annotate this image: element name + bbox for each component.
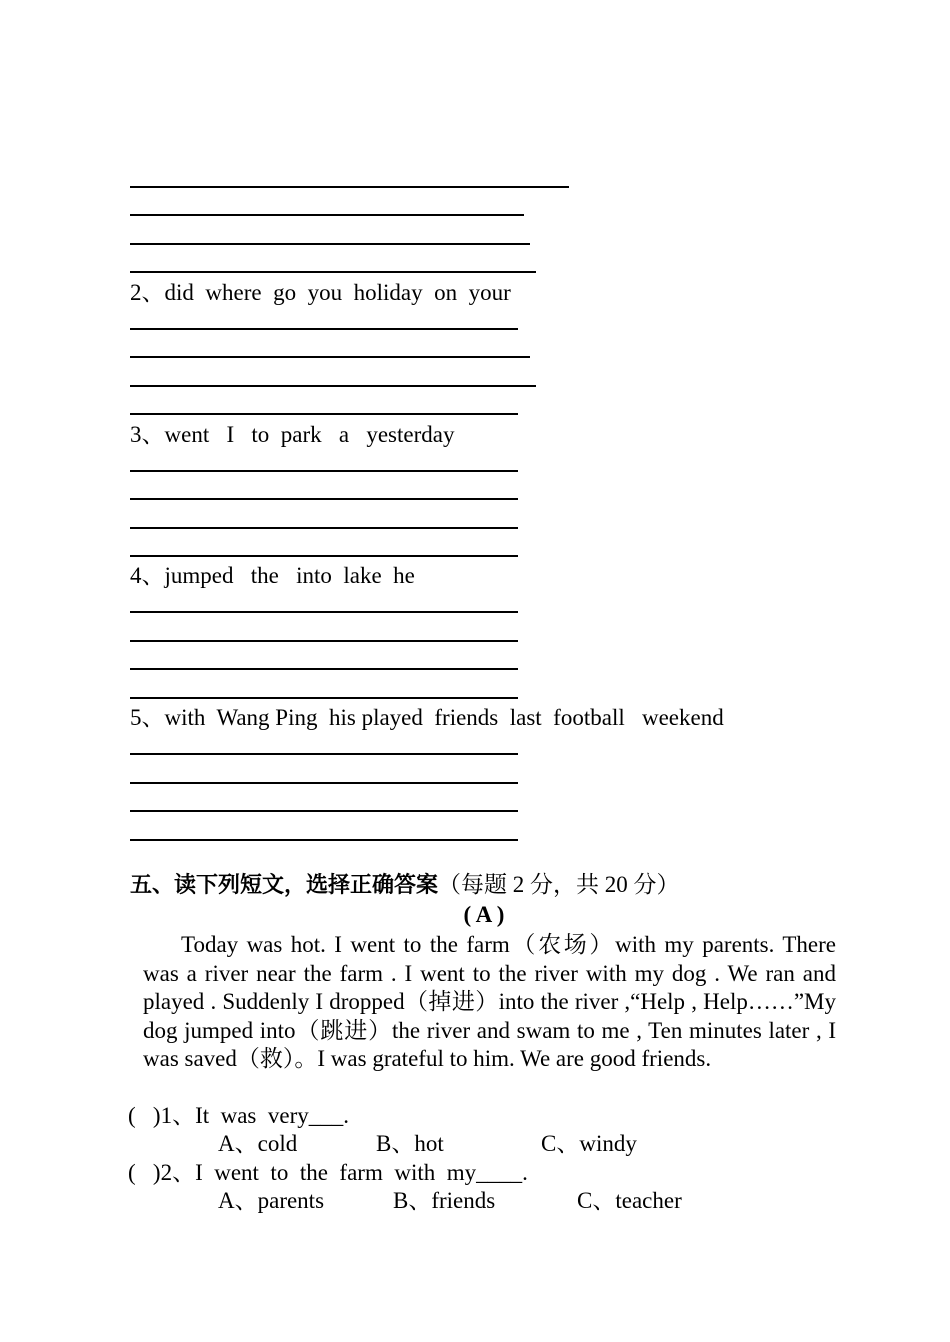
answer-line[interactable] bbox=[130, 470, 518, 472]
answer-line[interactable] bbox=[130, 697, 518, 699]
answer-line[interactable] bbox=[130, 668, 518, 670]
answer-line[interactable] bbox=[130, 328, 518, 330]
question-stem: ( )2、I went to the farm with my____. bbox=[128, 1160, 528, 1185]
option-b[interactable]: B、hot bbox=[376, 1131, 444, 1156]
answer-line[interactable] bbox=[130, 186, 569, 188]
answer-line[interactable] bbox=[130, 782, 518, 784]
reading-passage: Today was hot. I went to the farm（农场）with my parents. There was a river near the farm . I went to the river with my dog . We ran and played . Suddenly I dropped（掉进）into the river ,“Help , Help……”My dog jumped into（跳进）the river and swam to me , Ten minutes later , I was saved（救）。I was grateful to him. We are good friends. bbox=[143, 932, 836, 1072]
option-c[interactable]: C、teacher bbox=[577, 1188, 682, 1213]
option-a[interactable]: A、cold bbox=[218, 1131, 298, 1156]
option-a[interactable]: A、parents bbox=[218, 1188, 325, 1213]
option-b[interactable]: B、friends bbox=[393, 1188, 496, 1213]
passage-label: ( A ) bbox=[463, 902, 505, 927]
answer-line[interactable] bbox=[130, 527, 518, 529]
question-2: 2、did where go you holiday on your bbox=[130, 280, 511, 305]
question-3: 3、went I to park a yesterday bbox=[130, 422, 455, 447]
answer-line[interactable] bbox=[130, 640, 518, 642]
answer-line[interactable] bbox=[130, 413, 518, 415]
answer-line[interactable] bbox=[130, 214, 524, 216]
question-stem: ( )1、It was very___. bbox=[128, 1103, 350, 1128]
answer-line[interactable] bbox=[130, 271, 536, 273]
answer-line[interactable] bbox=[130, 243, 530, 245]
section-title: 五、读下列短文，选择正确答案 bbox=[130, 873, 439, 898]
answer-line[interactable] bbox=[130, 555, 518, 557]
section-heading bbox=[130, 871, 680, 900]
question-5: 5、with Wang Ping his played friends last football weekend bbox=[130, 705, 724, 730]
answer-line[interactable] bbox=[130, 611, 518, 613]
answer-line[interactable] bbox=[130, 839, 518, 841]
answer-line[interactable] bbox=[130, 498, 518, 500]
question-4: 4、jumped the into lake he bbox=[130, 563, 415, 588]
answer-line[interactable] bbox=[130, 385, 536, 387]
option-c[interactable]: C、windy bbox=[541, 1131, 637, 1156]
answer-line[interactable] bbox=[130, 810, 518, 812]
answer-line[interactable] bbox=[130, 753, 518, 755]
answer-line[interactable] bbox=[130, 356, 530, 358]
section-note: （每题 2 分，共 20 分） bbox=[438, 872, 680, 897]
